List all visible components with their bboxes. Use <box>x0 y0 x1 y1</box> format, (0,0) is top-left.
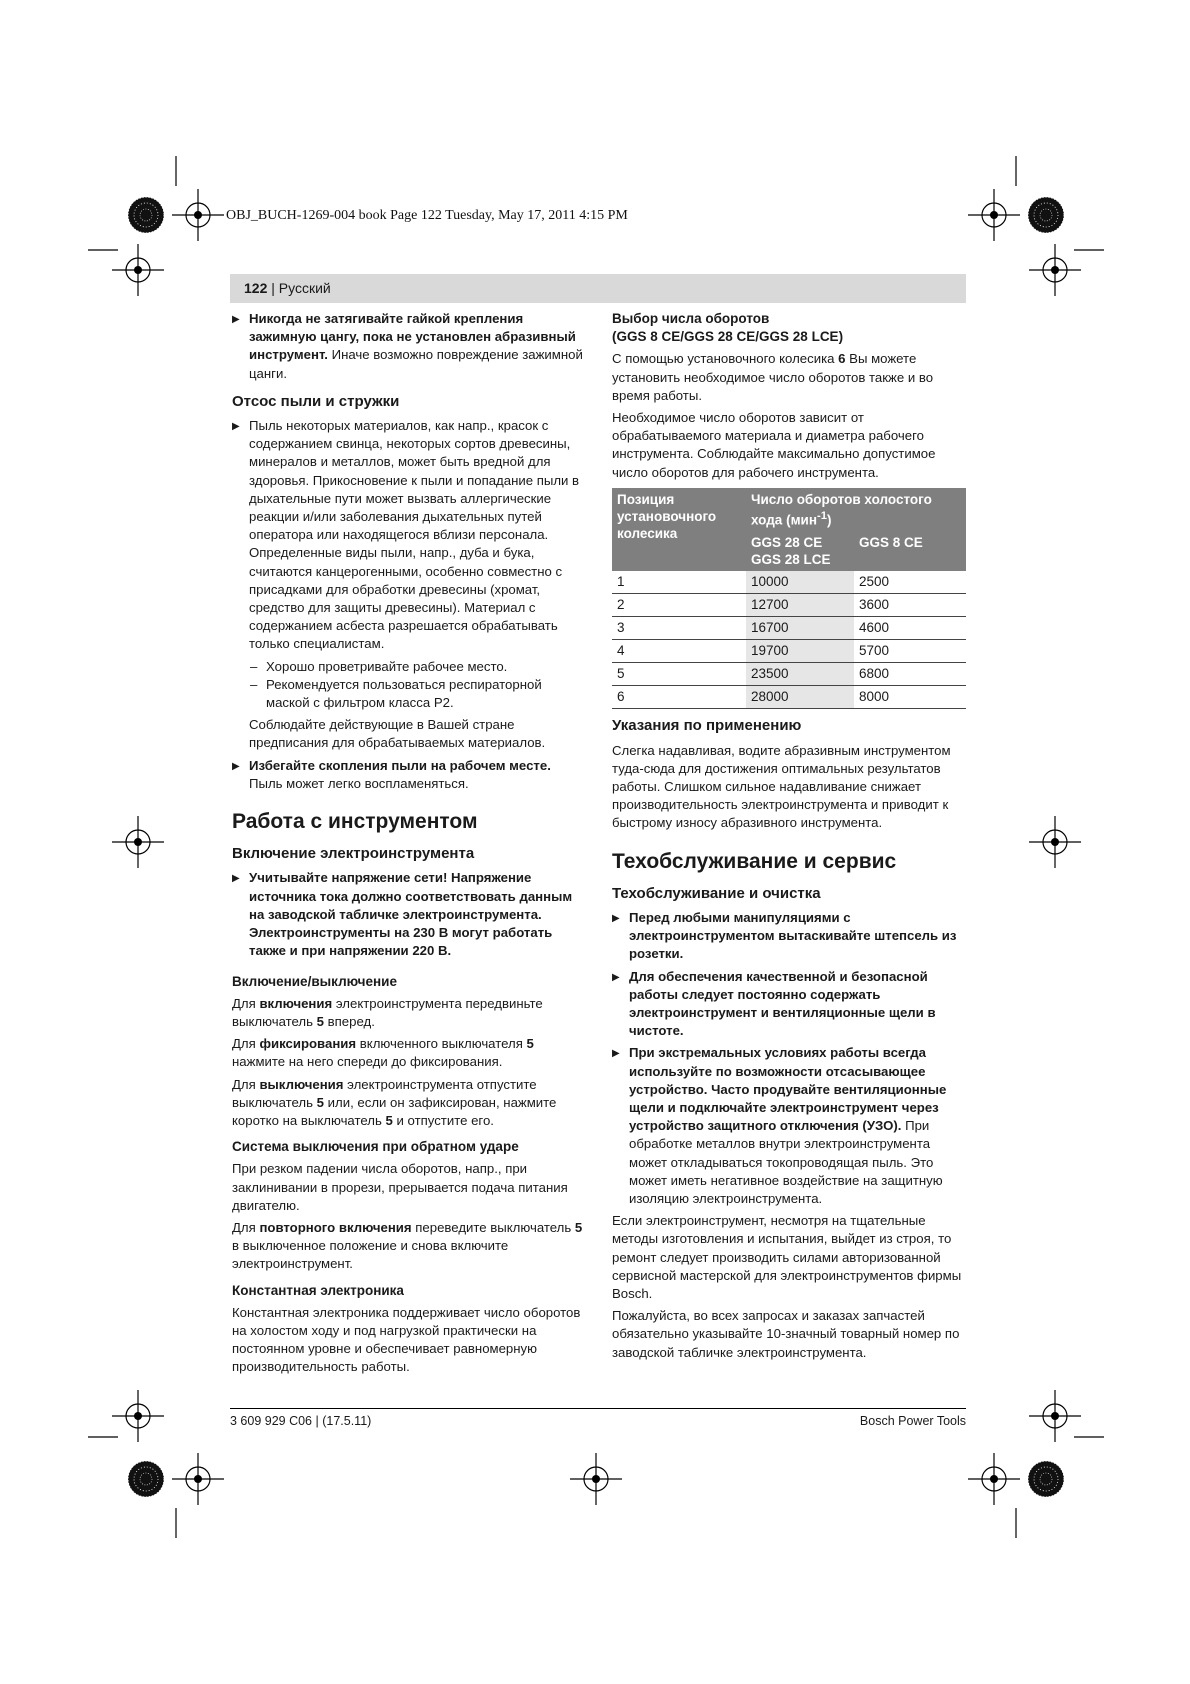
text: Для <box>232 1076 260 1092</box>
table-cell-b: 2500 <box>854 571 966 594</box>
warning-dust-accumulation-bold: Избегайте скопления пыли на рабочем месте. <box>249 757 551 773</box>
warning-unplug-bold: Перед любыми манипуляциями с электроинструментом вытаскивайте штепсель из розетки. <box>629 909 957 962</box>
heading-usage: Указания по применению <box>612 717 802 735</box>
text: переведите выключатель <box>411 1219 575 1235</box>
heading-constant-electronics: Константная электроника <box>232 1282 404 1298</box>
table-cell-b: 4600 <box>854 617 966 640</box>
crosshair-upper-left <box>112 244 164 296</box>
text: и отпустите его. <box>392 1112 494 1128</box>
heading-dust: Отсос пыли и стружки <box>232 392 400 410</box>
warning-extreme-text: При обработке металлов внутри электроинструмента может откладываться токопроводящая пыль. Это может иметь негативное воздействие на защитную изоляцию электроинструмента. <box>629 1118 943 1206</box>
heading-speed-line1: Выбор числа оборотов <box>612 311 770 326</box>
header-rpm-end: ) <box>827 512 832 528</box>
crosshair-mid-right <box>1029 816 1081 868</box>
header-ggs8: GGS 8 CE <box>854 531 966 571</box>
crosshair-top-right <box>968 189 1020 241</box>
table-cell-a: 12700 <box>746 594 854 617</box>
crosshair-bottom-left <box>172 1453 224 1505</box>
bold-text: фиксирования <box>259 1036 357 1052</box>
table-cell-pos: 3 <box>612 617 746 640</box>
page-language: Русский <box>278 280 331 296</box>
table-cell-a: 16700 <box>746 617 854 640</box>
warning-collet-bold: Никогда не затягивайте гайкой крепления зажимную цангу, пока не установлен абразивный инструмент. <box>249 311 576 363</box>
paragraph-kickback: При резком падении числа оборотов, напр., при заклинивании в прорези, прерывается подача питания двигателю. <box>232 1161 568 1213</box>
text: вперед. <box>323 1013 375 1029</box>
bold-text: 5 <box>316 1013 324 1029</box>
star-mark-top-left <box>128 197 164 233</box>
heading-start-up: Включение электроинструмента <box>232 845 475 863</box>
text: Для <box>232 1219 260 1235</box>
table-cell-pos: 1 <box>612 571 746 594</box>
print-header: OBJ_BUCH-1269-004 book Page 122 Tuesday, May 17, 2011 4:15 PM <box>226 208 628 223</box>
table-cell-a: 28000 <box>746 686 854 709</box>
bold-text: 5 <box>574 1219 583 1235</box>
header-rpm-sup: -1 <box>817 509 828 522</box>
bold-text: 5 <box>316 1094 324 1110</box>
page-number: 122 <box>244 280 268 296</box>
footer-brand: Bosch Power Tools <box>859 1414 966 1428</box>
paragraph-order: Пожалуйста, во всех запросах и заказах запчастей обязательно указывайте 10-значный товарный номер по заводской табличке электроинструмента. <box>612 1308 960 1360</box>
star-mark-bottom-left <box>128 1461 164 1497</box>
footer-code: 3 609 929 C06 | (17.5.11) <box>230 1414 372 1428</box>
dash-ventilate: – Хорошо проветривайте рабочее место. <box>232 658 584 676</box>
crosshair-top-left <box>172 189 224 241</box>
bold-text: выключения <box>259 1076 344 1092</box>
crosshair-bottom-center <box>570 1453 622 1505</box>
table-cell-b: 8000 <box>854 686 966 709</box>
table-cell-pos: 2 <box>612 594 746 617</box>
table-cell-pos: 6 <box>612 686 746 709</box>
heading-kickback: Система выключения при обратном ударе <box>232 1139 519 1155</box>
bold-text: 5 <box>385 1112 393 1128</box>
paragraph-rules: Соблюдайте действующие в Вашей стране предписания для обрабатываемых материалов. <box>249 717 546 751</box>
bold-text: 6 <box>838 351 846 367</box>
text: или, если он зафиксирован, нажмите коротко на выключатель <box>232 1094 557 1128</box>
warning-dust-accumulation-text: Пыль может легко воспламеняться. <box>249 775 469 791</box>
table-cell-a: 10000 <box>746 571 854 594</box>
bold-text: включения <box>259 995 333 1011</box>
header-position: Позиция установочного колесика <box>612 488 746 572</box>
star-mark-top-right <box>1028 197 1064 233</box>
heading-operation: Работа с инструментом <box>232 810 478 834</box>
bold-text: повторного включения <box>259 1219 412 1235</box>
table-cell-b: 6800 <box>854 663 966 686</box>
warning-voltage-bold: Учитывайте напряжение сети! Напряжение источника тока должно соответствовать данным на заводской табличке электроинструмента. Электроинструменты на 230 В могут работать также и при напряжении 220 В. <box>249 870 573 959</box>
crosshair-mid-left <box>112 816 164 868</box>
crosshair-lower-right <box>1029 1390 1081 1442</box>
header-ggs28: GGS 28 CE GGS 28 LCE <box>746 531 854 571</box>
crosshair-lower-left <box>112 1390 164 1442</box>
warning-extreme-bold: При экстремальных условиях работы всегда используйте по возможности отсасывающее устройство. Часто продувайте вентиляционные щели и подключайте электроинструмент через устройство защитного отключения (УЗО). <box>629 1045 947 1134</box>
warning-clean-bold: Для обеспечения качественной и безопасной работы следует постоянно содержать электроинструмент и вентиляционные щели в чистоте. <box>629 968 936 1039</box>
paragraph-usage: Слегка надавливая, водите абразивным инструментом туда-сюда для достижения оптимальных результатов работы. Слишком сильное надавливание снижает производительность электроинструмента и приводит к быстрому износу абразивного инструмента. <box>612 742 951 831</box>
crosshair-bottom-right <box>968 1453 1020 1505</box>
text: включенного выключателя <box>356 1036 527 1052</box>
table-cell-a: 19700 <box>746 640 854 663</box>
warning-collet-text: Иначе возможно повреждение зажимной цанги. <box>249 347 583 381</box>
paragraph-speed-required: Необходимое число оборотов зависит от обрабатываемого материала и диаметра рабочего инструмента. Соблюдайте максимально допустимое число оборотов для рабочего инструмента. <box>612 410 936 480</box>
table-cell-a: 23500 <box>746 663 854 686</box>
text: Для <box>232 995 260 1011</box>
warning-dust-text: Пыль некоторых материалов, как напр., красок с содержанием свинца, некоторых сортов древесины, минералов и металлов, может быть вредной для здоровья. Прикосновение к пыли и попадание пыли в дыхательные пути может вызвать аллергические реакции и/или заболевания дыхательных путей оператора или находящегося вблизи персонала. Определенные виды пыли, напр., дуба и бука, считаются канцерогенными, особенно совместно с присадками для обработки древесины (хромат, средство для защиты древесины). Материал с содержанием асбеста разрешается обрабатывать только специалистам. <box>249 418 580 652</box>
heading-service: Техобслуживание и сервис <box>612 849 897 873</box>
page-label: 122 | Русский <box>244 280 331 296</box>
dash-mask: – Рекомендуется пользоваться респираторной маской с фильтром класса P2. <box>232 676 584 712</box>
heading-speed-line2: (GGS 8 CE/GGS 28 CE/GGS 28 LCE) <box>612 329 844 345</box>
text: Для <box>232 1036 260 1052</box>
bold-text: 5 <box>526 1036 534 1052</box>
text: электроинструмента отпустите выключатель <box>232 1076 537 1110</box>
paragraph-repair: Если электроинструмент, несмотря на тщательные методы изготовления и испытания, выйдет из строя, то ремонт следует производить силами авторизованной сервисной мастерской для электроинструментов фирмы Bosch. <box>612 1213 962 1302</box>
text: электроинструмента передвиньте выключатель <box>232 995 543 1029</box>
crosshair-upper-right <box>1029 244 1081 296</box>
table-cell-pos: 4 <box>612 640 746 663</box>
text: в выключенное положение и снова включите электроинструмент. <box>232 1238 509 1272</box>
star-mark-bottom-right <box>1028 1461 1064 1497</box>
heading-cleaning: Техобслуживание и очистка <box>612 884 821 902</box>
paragraph-constant-electronics: Константная электроника поддерживает число оборотов на холостом ходу и под нагрузкой практически на постоянном уровне и обеспечивает равномерную производительность работы. <box>232 1304 581 1375</box>
crop-lines <box>88 156 1104 1538</box>
text: Вы можете установить необходимое число оборотов также и во время работы. <box>612 351 934 403</box>
table-cell-b: 3600 <box>854 594 966 617</box>
table-cell-pos: 5 <box>612 663 746 686</box>
text: С помощью установочного колесика <box>612 351 839 367</box>
heading-on-off: Включение/выключение <box>232 973 397 989</box>
header-rpm-text: Число оборотов холостого хода (мин <box>751 491 932 528</box>
table-cell-b: 5700 <box>854 640 966 663</box>
text: нажмите на него спереди до фиксирования. <box>232 1054 503 1070</box>
